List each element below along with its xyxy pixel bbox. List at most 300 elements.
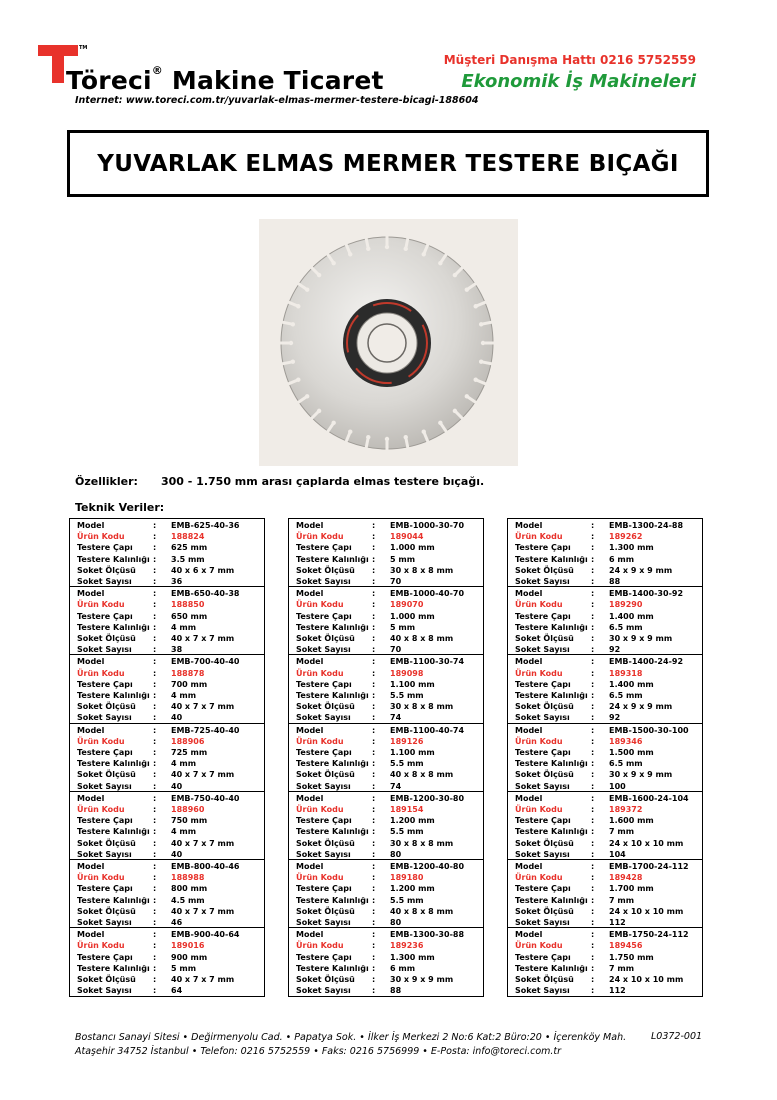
spec-row-model <box>289 726 483 737</box>
trademark-mark: TM <box>79 45 88 51</box>
spec-value: 188824 <box>171 532 205 542</box>
spec-colon: : <box>372 941 376 951</box>
spec-colon: : <box>591 554 595 564</box>
spec-row-code <box>289 532 483 543</box>
spec-value: 188878 <box>171 668 205 678</box>
spec-label: Soket Sayısı <box>515 713 570 723</box>
spec-colon: : <box>372 622 376 632</box>
spec-value: 24 x 10 x 10 mm <box>609 906 684 916</box>
spec-block <box>289 724 483 792</box>
spec-colon: : <box>591 974 595 984</box>
spec-value: EMB-800-40-46 <box>171 861 240 871</box>
spec-row-socket <box>289 770 483 781</box>
spec-colon: : <box>153 554 157 564</box>
spec-block <box>508 928 702 996</box>
spec-label: Model <box>296 861 324 871</box>
spec-label: Soket Ölçüsü <box>296 906 355 916</box>
spec-label: Soket Sayısı <box>515 986 570 996</box>
spec-colon: : <box>591 668 595 678</box>
spec-value: 74 <box>390 781 402 791</box>
spec-label: Model <box>515 930 543 940</box>
spec-row-code <box>508 737 702 748</box>
spec-colon: : <box>372 611 376 621</box>
spec-colon: : <box>372 521 376 530</box>
spec-colon: : <box>591 861 595 871</box>
spec-colon: : <box>372 781 376 791</box>
spec-value: 40 x 8 x 8 mm <box>390 906 454 916</box>
spec-colon: : <box>153 873 157 883</box>
spec-row-segments <box>70 986 264 997</box>
spec-value: 5 mm <box>390 622 416 632</box>
spec-value: 189044 <box>390 532 424 542</box>
spec-row-thickness <box>70 759 264 770</box>
spec-row-code <box>70 941 264 952</box>
spec-colon: : <box>153 827 157 837</box>
spec-label: Testere Çapı <box>515 679 571 689</box>
spec-colon: : <box>153 759 157 769</box>
spec-column-2 <box>288 518 484 997</box>
spec-colon: : <box>372 952 376 962</box>
spec-value: 30 x 8 x 8 mm <box>390 702 454 712</box>
spec-value: 24 x 9 x 9 mm <box>609 565 673 575</box>
spec-label: Testere Çapı <box>77 816 133 826</box>
spec-row-segments <box>508 713 702 724</box>
spec-row-socket <box>289 702 483 713</box>
spec-value: EMB-1200-30-80 <box>390 793 465 803</box>
spec-label: Testere Çapı <box>296 816 352 826</box>
spec-label: Testere Kalınlığı <box>296 827 369 837</box>
spec-colon: : <box>591 941 595 951</box>
spec-value: 6.5 mm <box>609 759 643 769</box>
spec-label: Testere Kalınlığı <box>77 622 150 632</box>
spec-colon: : <box>591 725 595 735</box>
spec-value: 5.5 mm <box>390 895 424 905</box>
spec-block <box>70 792 264 860</box>
spec-row-model <box>70 930 264 941</box>
spec-value: EMB-1200-40-80 <box>390 861 465 871</box>
spec-label: Soket Sayısı <box>515 645 570 655</box>
spec-row-model <box>508 930 702 941</box>
spec-colon: : <box>153 713 157 723</box>
registered-mark: ® <box>151 64 163 77</box>
spec-colon: : <box>591 770 595 780</box>
spec-label: Testere Kalınlığı <box>77 690 150 700</box>
spec-value: 1.500 mm <box>609 747 654 757</box>
spec-label: Testere Kalınlığı <box>77 759 150 769</box>
spec-row-code <box>508 805 702 816</box>
spec-row-diameter <box>289 816 483 827</box>
spec-colon: : <box>372 747 376 757</box>
spec-colon: : <box>153 816 157 826</box>
spec-value: 189098 <box>390 668 424 678</box>
spec-colon: : <box>591 543 595 553</box>
spec-colon: : <box>372 759 376 769</box>
spec-colon: : <box>591 816 595 826</box>
spec-value: 112 <box>609 986 626 996</box>
spec-colon: : <box>153 941 157 951</box>
spec-row-thickness <box>289 691 483 702</box>
spec-label: Testere Çapı <box>515 952 571 962</box>
spec-block <box>289 519 483 587</box>
spec-label: Ürün Kodu <box>296 804 344 814</box>
spec-row-model <box>289 521 483 532</box>
spec-row-segments <box>70 645 264 656</box>
tech-data-title: Teknik Veriler: <box>75 501 165 514</box>
spec-row-socket <box>289 634 483 645</box>
spec-label: Soket Sayısı <box>296 781 351 791</box>
spec-block <box>508 587 702 655</box>
spec-row-diameter <box>70 953 264 964</box>
spec-label: Soket Ölçüsü <box>77 565 136 575</box>
spec-label: Testere Kalınlığı <box>515 622 588 632</box>
footer-line-1: Bostancı Sanayi Sitesi • Değirmenyolu Cad. • Papatya Sok. • İlker İş Merkezi 2 No:6 Kat:2 Büro:20 • İçerenköy Mah. <box>75 1032 627 1043</box>
spec-label: Testere Kalınlığı <box>296 690 369 700</box>
spec-value: 74 <box>390 713 402 723</box>
spec-label: Soket Ölçüsü <box>296 974 355 984</box>
spec-colon: : <box>153 600 157 610</box>
spec-value: 1.300 mm <box>390 952 435 962</box>
spec-row-code <box>508 941 702 952</box>
spec-label: Ürün Kodu <box>77 668 125 678</box>
spec-value: EMB-725-40-40 <box>171 725 240 735</box>
spec-block <box>70 587 264 655</box>
spec-colon: : <box>372 986 376 996</box>
spec-row-code <box>289 873 483 884</box>
spec-label: Testere Kalınlığı <box>515 554 588 564</box>
spec-colon: : <box>591 600 595 610</box>
spec-block <box>289 655 483 723</box>
spec-row-segments <box>70 577 264 588</box>
features-label: Özellikler: <box>75 475 138 488</box>
spec-colon: : <box>591 906 595 916</box>
spec-row-diameter <box>289 884 483 895</box>
spec-row-model <box>508 521 702 532</box>
spec-colon: : <box>372 600 376 610</box>
spec-label: Ürün Kodu <box>296 736 344 746</box>
spec-value: 1.100 mm <box>390 747 435 757</box>
spec-label: Ürün Kodu <box>515 600 563 610</box>
spec-colon: : <box>153 668 157 678</box>
spec-colon: : <box>591 611 595 621</box>
spec-colon: : <box>153 576 157 586</box>
spec-value: 112 <box>609 917 626 927</box>
spec-value: EMB-1000-30-70 <box>390 521 465 530</box>
spec-colon: : <box>372 690 376 700</box>
spec-label: Ürün Kodu <box>77 600 125 610</box>
spec-label: Ürün Kodu <box>77 736 125 746</box>
spec-row-socket <box>508 634 702 645</box>
spec-label: Soket Ölçüsü <box>296 770 355 780</box>
spec-value: 30 x 9 x 9 mm <box>609 770 673 780</box>
spec-label: Soket Sayısı <box>77 576 132 586</box>
spec-colon: : <box>153 930 157 940</box>
spec-value: 5 mm <box>390 554 416 564</box>
spec-label: Ürün Kodu <box>77 532 125 542</box>
spec-value: 1.000 mm <box>390 611 435 621</box>
spec-row-socket <box>289 839 483 850</box>
spec-colon: : <box>153 747 157 757</box>
spec-row-segments <box>508 918 702 929</box>
spec-value: 725 mm <box>171 747 208 757</box>
spec-colon: : <box>372 849 376 859</box>
spec-row-diameter <box>508 953 702 964</box>
spec-label: Soket Sayısı <box>77 645 132 655</box>
spec-row-model <box>289 657 483 668</box>
spec-value: EMB-1000-40-70 <box>390 589 465 599</box>
spec-block <box>508 724 702 792</box>
spec-label: Ürün Kodu <box>515 873 563 883</box>
spec-label: Ürün Kodu <box>515 804 563 814</box>
spec-label: Testere Kalınlığı <box>515 827 588 837</box>
spec-colon: : <box>372 589 376 599</box>
spec-block <box>508 860 702 928</box>
spec-label: Testere Kalınlığı <box>515 759 588 769</box>
spec-row-model <box>508 726 702 737</box>
spec-row-thickness <box>508 827 702 838</box>
spec-value: 1.300 mm <box>609 543 654 553</box>
spec-row-segments <box>289 782 483 793</box>
spec-row-socket <box>70 907 264 918</box>
spec-colon: : <box>372 725 376 735</box>
spec-row-segments <box>289 713 483 724</box>
spec-value: 189290 <box>609 600 643 610</box>
spec-label: Testere Çapı <box>515 543 571 553</box>
spec-label: Ürün Kodu <box>296 668 344 678</box>
spec-value: 189318 <box>609 668 643 678</box>
spec-label: Testere Kalınlığı <box>296 759 369 769</box>
spec-value: EMB-1600-24-104 <box>609 793 689 803</box>
spec-label: Ürün Kodu <box>515 532 563 542</box>
spec-value: 70 <box>390 576 402 586</box>
spec-value: 189016 <box>171 941 205 951</box>
spec-label: Soket Sayısı <box>296 645 351 655</box>
spec-label: Soket Ölçüsü <box>77 770 136 780</box>
spec-label: Model <box>77 861 105 871</box>
spec-row-thickness <box>70 623 264 634</box>
spec-colon: : <box>372 736 376 746</box>
spec-value: 188906 <box>171 736 205 746</box>
spec-value: 6 mm <box>609 554 635 564</box>
footer-address <box>75 1031 626 1059</box>
spec-label: Soket Sayısı <box>296 576 351 586</box>
spec-colon: : <box>591 622 595 632</box>
spec-label: Model <box>296 589 324 599</box>
spec-row-socket <box>508 907 702 918</box>
spec-row-segments <box>508 577 702 588</box>
spec-row-code <box>70 805 264 816</box>
spec-row-segments <box>70 850 264 861</box>
spec-row-code <box>289 737 483 748</box>
spec-value: 24 x 10 x 10 mm <box>609 838 684 848</box>
spec-value: 1.200 mm <box>390 816 435 826</box>
spec-row-socket <box>289 566 483 577</box>
spec-colon: : <box>591 589 595 599</box>
spec-value: 189456 <box>609 941 643 951</box>
spec-colon: : <box>591 930 595 940</box>
spec-label: Ürün Kodu <box>296 873 344 883</box>
spec-value: 189070 <box>390 600 424 610</box>
spec-value: 6.5 mm <box>609 622 643 632</box>
spec-label: Model <box>77 725 105 735</box>
spec-row-diameter <box>289 680 483 691</box>
spec-row-model <box>289 794 483 805</box>
spec-value: 900 mm <box>171 952 208 962</box>
spec-label: Soket Sayısı <box>77 986 132 996</box>
spec-value: 1.700 mm <box>609 884 654 894</box>
spec-row-thickness <box>70 691 264 702</box>
spec-row-socket <box>508 770 702 781</box>
spec-value: 30 x 8 x 8 mm <box>390 565 454 575</box>
spec-row-thickness <box>70 827 264 838</box>
spec-colon: : <box>372 576 376 586</box>
spec-row-segments <box>289 577 483 588</box>
spec-row-thickness <box>289 623 483 634</box>
spec-label: Soket Sayısı <box>77 849 132 859</box>
spec-colon: : <box>153 565 157 575</box>
spec-value: 30 x 9 x 9 mm <box>390 974 454 984</box>
internet-url[interactable]: Internet: www.toreci.com.tr/yuvarlak-elmas-mermer-testere-bicagi-188604 <box>75 95 479 106</box>
spec-row-segments <box>289 850 483 861</box>
spec-row-code <box>289 805 483 816</box>
spec-block <box>508 792 702 860</box>
spec-value: 40 <box>171 849 183 859</box>
spec-colon: : <box>153 781 157 791</box>
spec-row-model <box>70 657 264 668</box>
spec-row-socket <box>70 975 264 986</box>
spec-value: 30 x 8 x 8 mm <box>390 838 454 848</box>
spec-value: 188960 <box>171 804 205 814</box>
spec-label: Testere Kalınlığı <box>515 963 588 973</box>
spec-row-thickness <box>508 691 702 702</box>
spec-colon: : <box>153 690 157 700</box>
spec-row-code <box>289 941 483 952</box>
spec-block <box>289 928 483 996</box>
spec-value: 800 mm <box>171 884 208 894</box>
spec-colon: : <box>372 895 376 905</box>
spec-value: 5.5 mm <box>390 759 424 769</box>
tagline: Ekonomik İş Makineleri <box>461 71 696 92</box>
spec-colon: : <box>372 963 376 973</box>
spec-colon: : <box>153 532 157 542</box>
spec-row-diameter <box>508 816 702 827</box>
spec-label: Testere Kalınlığı <box>77 895 150 905</box>
spec-value: 1.200 mm <box>390 884 435 894</box>
spec-label: Model <box>515 793 543 803</box>
spec-label: Soket Sayısı <box>296 986 351 996</box>
spec-label: Soket Ölçüsü <box>515 565 574 575</box>
spec-value: EMB-1300-30-88 <box>390 930 465 940</box>
spec-row-diameter <box>70 748 264 759</box>
spec-value: 40 x 7 x 7 mm <box>171 974 235 984</box>
spec-value: 5.5 mm <box>390 690 424 700</box>
spec-colon: : <box>153 884 157 894</box>
spec-colon: : <box>372 554 376 564</box>
spec-value: 40 x 7 x 7 mm <box>171 770 235 780</box>
document-code: L0372-001 <box>651 1031 703 1042</box>
spec-label: Soket Ölçüsü <box>296 565 355 575</box>
spec-row-segments <box>70 713 264 724</box>
spec-value: EMB-900-40-64 <box>171 930 240 940</box>
spec-row-diameter <box>289 543 483 554</box>
spec-colon: : <box>153 633 157 643</box>
spec-colon: : <box>153 736 157 746</box>
spec-label: Soket Ölçüsü <box>296 702 355 712</box>
spec-row-socket <box>289 907 483 918</box>
spec-colon: : <box>591 521 595 530</box>
spec-value: EMB-1400-24-92 <box>609 657 684 667</box>
spec-block <box>508 655 702 723</box>
spec-label: Soket Ölçüsü <box>77 906 136 916</box>
spec-row-thickness <box>289 555 483 566</box>
spec-value: 1.750 mm <box>609 952 654 962</box>
spec-colon: : <box>591 793 595 803</box>
spec-value: EMB-1750-24-112 <box>609 930 689 940</box>
spec-label: Soket Ölçüsü <box>77 974 136 984</box>
spec-label: Soket Sayısı <box>296 849 351 859</box>
spec-value: EMB-750-40-40 <box>171 793 240 803</box>
spec-colon: : <box>591 565 595 575</box>
spec-row-code <box>70 873 264 884</box>
spec-colon: : <box>153 861 157 871</box>
spec-row-model <box>508 657 702 668</box>
spec-label: Soket Ölçüsü <box>515 633 574 643</box>
spec-value: 40 x 8 x 8 mm <box>390 633 454 643</box>
spec-row-model <box>289 589 483 600</box>
spec-label: Model <box>515 861 543 871</box>
spec-colon: : <box>591 759 595 769</box>
spec-label: Testere Kalınlığı <box>296 622 369 632</box>
spec-value: 40 x 6 x 7 mm <box>171 565 235 575</box>
spec-label: Soket Ölçüsü <box>515 702 574 712</box>
spec-row-code <box>289 600 483 611</box>
spec-value: 70 <box>390 645 402 655</box>
spec-value: 750 mm <box>171 816 208 826</box>
spec-colon: : <box>372 906 376 916</box>
spec-value: 88 <box>390 986 402 996</box>
spec-colon: : <box>591 873 595 883</box>
spec-value: 4 mm <box>171 690 197 700</box>
spec-value: 1.400 mm <box>609 611 654 621</box>
spec-row-socket <box>70 702 264 713</box>
spec-row-diameter <box>289 612 483 623</box>
spec-value: 88 <box>609 576 621 586</box>
spec-label: Testere Çapı <box>296 952 352 962</box>
product-image <box>259 219 518 466</box>
spec-row-model <box>508 862 702 873</box>
spec-label: Model <box>77 793 105 803</box>
spec-label: Testere Çapı <box>296 611 352 621</box>
spec-label: Testere Kalınlığı <box>77 554 150 564</box>
features-value: 300 - 1.750 mm arası çaplarda elmas testere bıçağı. <box>161 475 485 488</box>
spec-label: Soket Sayısı <box>515 576 570 586</box>
spec-value: 38 <box>171 645 183 655</box>
spec-label: Testere Çapı <box>77 611 133 621</box>
spec-value: EMB-700-40-40 <box>171 657 240 667</box>
spec-label: Model <box>296 725 324 735</box>
spec-label: Ürün Kodu <box>515 941 563 951</box>
spec-row-model <box>70 521 264 532</box>
spec-value: 189154 <box>390 804 424 814</box>
spec-block <box>70 519 264 587</box>
spec-row-diameter <box>508 748 702 759</box>
spec-colon: : <box>591 952 595 962</box>
spec-value: 80 <box>390 917 402 927</box>
spec-colon: : <box>372 645 376 655</box>
spec-row-socket <box>508 975 702 986</box>
spec-label: Testere Kalınlığı <box>296 554 369 564</box>
spec-colon: : <box>372 884 376 894</box>
spec-colon: : <box>591 690 595 700</box>
